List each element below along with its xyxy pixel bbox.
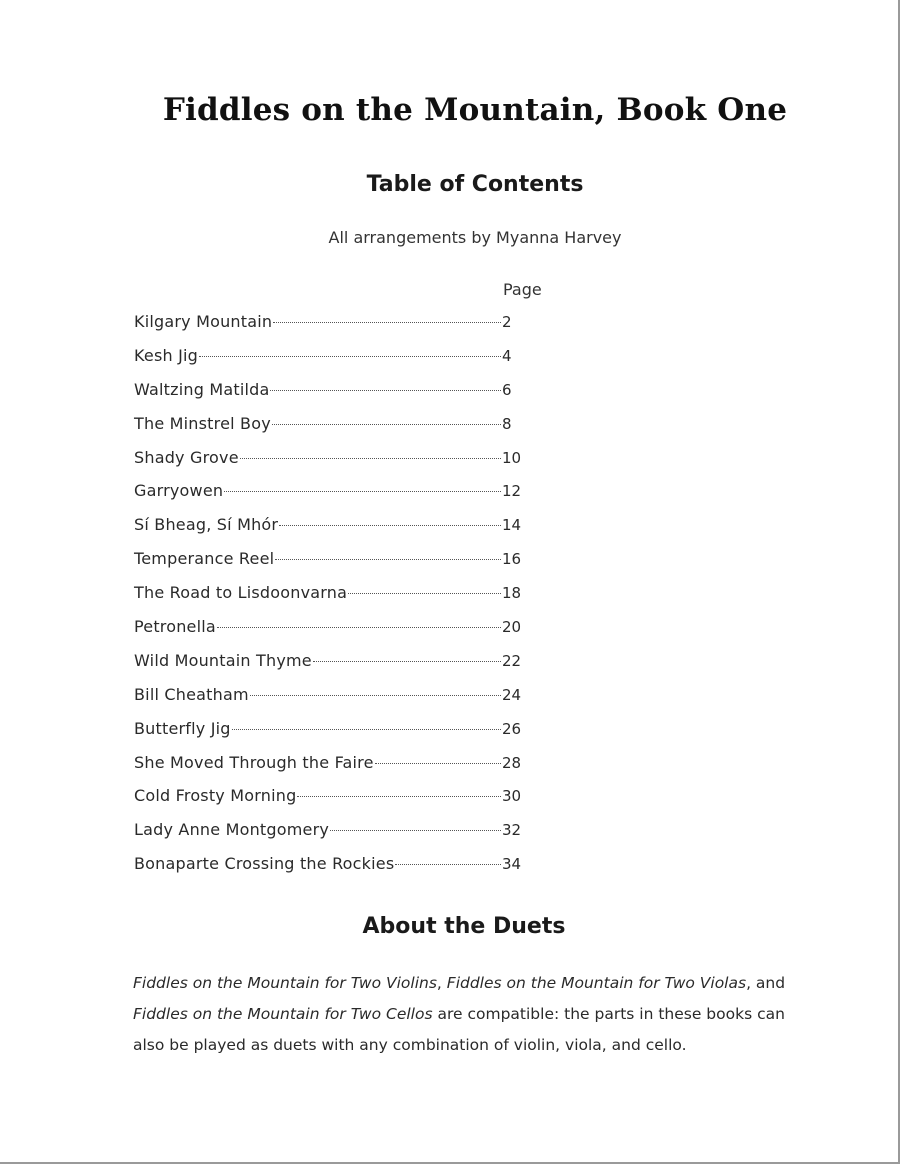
toc-entry	[134, 448, 524, 482]
toc-entry	[134, 617, 524, 651]
toc-entry-page: 32	[502, 821, 522, 840]
toc-entry	[134, 583, 524, 617]
toc-list	[134, 312, 524, 888]
dot-leader	[375, 763, 501, 764]
toc-entry-title: Butterfly Jig	[134, 718, 231, 738]
toc-entry-page: 10	[502, 448, 522, 467]
toc-entry	[134, 786, 524, 820]
separator: ,	[436, 974, 447, 992]
dot-leader	[232, 729, 501, 730]
dot-leader	[275, 559, 501, 560]
toc-entry-title: She Moved Through the Faire	[134, 752, 374, 772]
toc-entry-title: Waltzing Matilda	[134, 379, 270, 399]
about-body-text: are compatible: the parts in these books can also be played as duets with any combination of violin, viola, and cello.	[133, 1005, 785, 1054]
toc-entry-title: Kilgary Mountain	[134, 312, 273, 331]
book-title: Fiddles on the Mountain, Book One	[162, 92, 788, 128]
page-column-label: Page	[503, 280, 542, 299]
toc-entry	[134, 346, 524, 380]
arrangement-credits: All arrangements by Myanna Harvey	[328, 228, 622, 247]
toc-entry	[134, 719, 524, 753]
toc-entry-page: 6	[502, 380, 512, 399]
toc-entry-title: Petronella	[134, 617, 216, 637]
book-title-cellos: Fiddles on the Mountain for Two Cellos	[133, 1005, 433, 1023]
dot-leader	[313, 661, 501, 662]
toc-entry-title: Wild Mountain Thyme	[134, 650, 312, 670]
toc-entry-page: 12	[502, 482, 522, 501]
dot-leader	[224, 491, 501, 492]
toc-entry-page: 22	[502, 651, 522, 670]
toc-entry-title: Shady Grove	[134, 447, 239, 467]
toc-entry-title: Bonaparte Crossing the Rockies	[134, 854, 395, 874]
toc-entry-title: Lady Anne Montgomery	[134, 820, 330, 840]
toc-entry	[134, 820, 524, 854]
book-title-violins: Fiddles on the Mountain for Two Violins	[133, 974, 437, 992]
dot-leader	[272, 424, 501, 425]
toc-entry-page: 34	[502, 855, 522, 874]
toc-entry-title: Kesh Jig	[134, 345, 199, 365]
toc-entry-title: Cold Frosty Morning	[134, 786, 297, 806]
about-paragraph	[133, 968, 793, 1061]
toc-entry	[134, 549, 524, 583]
dot-leader	[270, 390, 501, 391]
toc-entry-page: 20	[502, 618, 522, 637]
toc-entry-page: 8	[502, 414, 512, 433]
toc-entry-page: 30	[502, 787, 522, 806]
toc-entry-page: 14	[502, 516, 522, 535]
about-heading: About the Duets	[362, 914, 566, 939]
toc-entry	[134, 414, 524, 448]
dot-leader	[348, 593, 501, 594]
toc-entry-page: 4	[502, 346, 512, 365]
toc-entry-title: Bill Cheatham	[134, 684, 249, 704]
dot-leader	[330, 830, 501, 831]
dot-leader	[279, 525, 501, 526]
toc-entry	[134, 685, 524, 719]
toc-entry	[134, 753, 524, 787]
toc-heading: Table of Contents	[366, 172, 584, 197]
dot-leader	[199, 356, 501, 357]
toc-entry-page: 16	[502, 550, 522, 569]
toc-entry	[134, 651, 524, 685]
book-title-violas: Fiddles on the Mountain for Two Violas	[446, 974, 747, 992]
dot-leader	[297, 796, 501, 797]
toc-entry-title: Temperance Reel	[134, 549, 275, 569]
dot-leader	[217, 627, 501, 628]
toc-entry	[134, 481, 524, 515]
toc-entry-page: 28	[502, 753, 522, 772]
toc-entry-title: The Minstrel Boy	[134, 413, 271, 433]
toc-entry-title: The Road to Lisdoonvarna	[134, 583, 348, 603]
toc-entry	[134, 312, 524, 346]
toc-entry-title: Sí Bheag, Sí Mhór	[134, 515, 279, 535]
toc-entry	[134, 515, 524, 549]
toc-entry-title: Garryowen	[134, 481, 224, 501]
toc-entry	[134, 854, 524, 888]
dot-leader	[273, 322, 501, 323]
toc-entry-page: 18	[502, 584, 522, 603]
dot-leader	[240, 458, 501, 459]
toc-entry	[134, 380, 524, 414]
toc-entry-page: 2	[502, 313, 512, 331]
toc-entry-page: 26	[502, 719, 522, 738]
dot-leader	[395, 864, 501, 865]
toc-entry-page: 24	[502, 685, 522, 704]
dot-leader	[250, 695, 501, 696]
separator: , and	[746, 974, 786, 992]
